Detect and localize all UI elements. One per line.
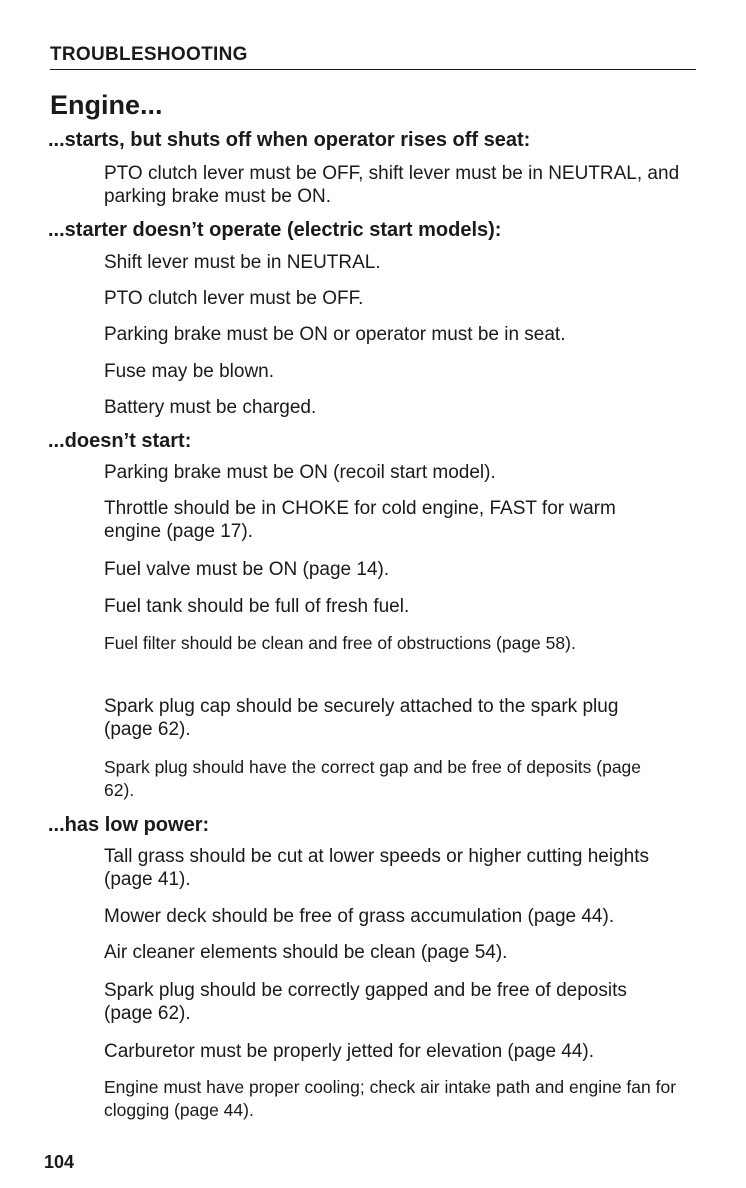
section-header: TROUBLESHOOTING	[50, 44, 248, 65]
remedy-item: Shift lever must be in NEUTRAL.	[104, 252, 381, 273]
symptom-heading: ...starter doesn’t operate (electric start models):	[48, 219, 502, 241]
remedy-item: Spark plug should be correctly gapped and be free of deposits (page 62).	[104, 980, 627, 1024]
remedy-item: Carburetor must be properly jetted for elevation (page 44).	[104, 1041, 595, 1062]
remedy-item: Air cleaner elements should be clean (page 54).	[104, 942, 508, 963]
remedy-item: PTO clutch lever must be OFF, shift lever must be in NEUTRAL, and parking brake must be ON.	[104, 163, 680, 207]
remedy-item: Tall grass should be cut at lower speeds or higher cutting heights (page 41).	[104, 846, 649, 890]
page-title: Engine...	[50, 90, 163, 120]
remedy-item: Spark plug cap should be securely attached to the spark plug (page 62).	[104, 696, 619, 740]
remedy-item: Parking brake must be ON or operator must be in seat.	[104, 324, 566, 345]
symptom-heading: ...doesn’t start:	[48, 430, 192, 452]
remedy-item: Spark plug should have the correct gap and be free of deposits (page 62).	[104, 757, 642, 800]
remedy-item: Fuel filter should be clean and free of obstructions (page 58).	[104, 633, 576, 653]
header-rule	[50, 69, 696, 70]
remedy-item: Throttle should be in CHOKE for cold engine, FAST for warm engine (page 17).	[104, 498, 616, 542]
remedy-item: Battery must be charged.	[104, 397, 317, 418]
symptom-heading: ...starts, but shuts off when operator rises off seat:	[48, 129, 531, 151]
remedy-item: Mower deck should be free of grass accumulation (page 44).	[104, 906, 615, 927]
symptom-heading: ...has low power:	[48, 814, 210, 836]
remedy-item: Fuel tank should be full of fresh fuel.	[104, 596, 410, 617]
remedy-item: PTO clutch lever must be OFF.	[104, 288, 364, 309]
remedy-item: Fuse may be blown.	[104, 361, 275, 382]
remedy-item: Fuel valve must be ON (page 14).	[104, 559, 390, 580]
remedy-item: Engine must have proper cooling; check air intake path and engine fan for clogging (page 44).	[104, 1077, 677, 1120]
page-number: 104	[44, 1152, 75, 1172]
remedy-item: Parking brake must be ON (recoil start model).	[104, 462, 496, 483]
